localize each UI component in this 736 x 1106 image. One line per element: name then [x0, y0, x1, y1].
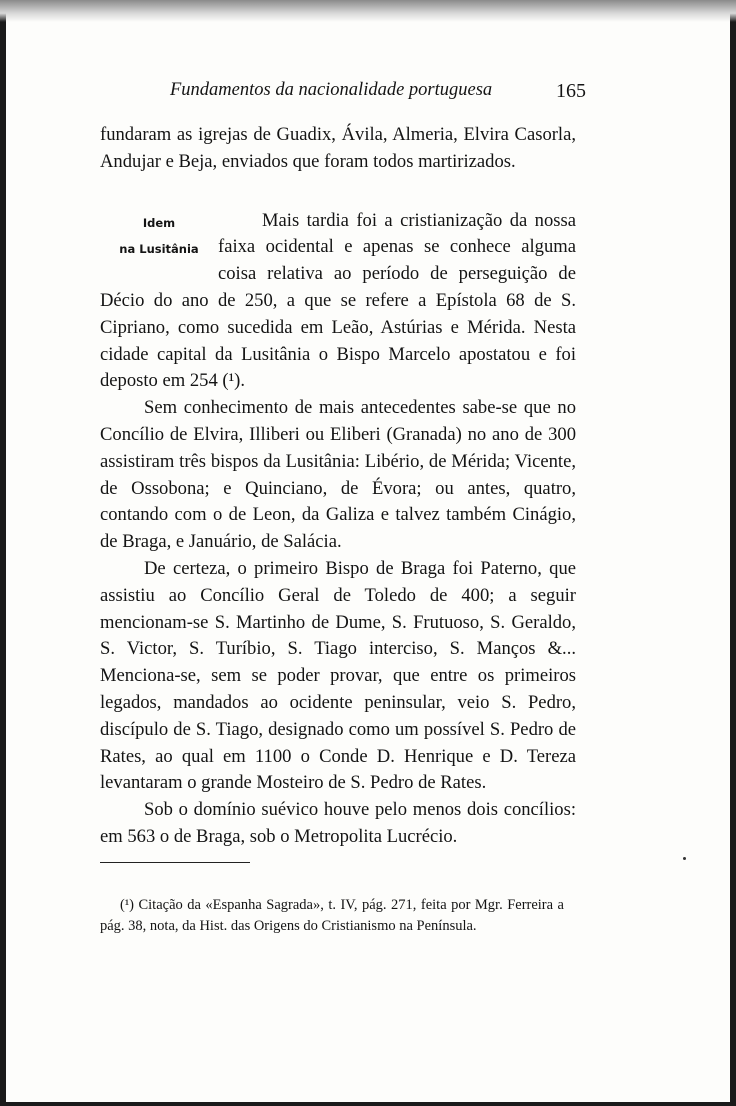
body-text	[100, 122, 576, 851]
scan-shadow	[0, 0, 736, 22]
footnote-divider	[100, 862, 250, 863]
marginal-note	[100, 210, 218, 262]
scan-speck	[683, 857, 686, 860]
paragraph: Mais tardia foi a cristianização da nossa faixa ocidental e apenas se conhece alguma coisa relativa ao período de perseguição de Décio do ano de 250, a que se refere a Epístola 68 de S. Cipriano, como sucedida em Leão, Astúrias e Mérida. Nesta cidade capital da Lusitânia o Bispo Marcelo apostatou e foi deposto em 254 (¹).	[100, 209, 576, 392]
running-title: Fundamentos da nacionalidade portuguesa	[170, 80, 493, 100]
running-head	[170, 80, 586, 110]
paragraph: Sob o domínio suévico houve pelo menos dois concílios: em 563 o de Braga, sob o Metropolita Lucrécio.	[100, 799, 576, 847]
marginal-note-line: na Lusitânia	[119, 241, 199, 256]
paragraph: De certeza, o primeiro Bispo de Braga foi Paterno, que assistiu ao Concílio Geral de Toledo de 400; a seguir mencionam-se S. Martinho de Dume, S. Frutuoso, S. Geraldo, S. Victor, S. Turíbio, S. Tiago interciso, S. Manços &... Menciona-se, sem se poder provar, que entre os primeiros legados, mandados ao ocidente peninsular, veio S. Pedro, discípulo de S. Tiago, designado como um possível S. Pedro de Rates, ao qual em 1100 o Conde D. Henrique e D. Tereza levantaram o grande Mosteiro de S. Pedro de Rates.	[100, 557, 576, 794]
footnote: (¹) Citação da «Espanha Sagrada», t. IV, pág. 271, feita por Mgr. Ferreira a pág. 38, nota, da Hist. das Origens do Cristianismo na Península.	[100, 896, 564, 934]
paragraph: fundaram as igrejas de Guadix, Ávila, Almeria, Elvira Casorla, Andujar e Beja, enviados que foram todos martirizados.	[100, 124, 576, 172]
section-lusitania	[100, 208, 576, 396]
paragraph: Sem conhecimento de mais antecedentes sabe-se que no Concílio de Elvira, Illiberi ou Eliberi (Granada) no ano de 300 assistiram três bispos da Lusitânia: Libério, de Mérida; Vicente, de Ossobona; e Quinciano, de Évora; ou antes, quatro, contando com o de Leon, da Galiza e talvez também Cinágio, de Braga, e Januário, de Salácia.	[100, 397, 576, 553]
page-number: 165	[556, 80, 586, 102]
marginal-note-line: Idem	[142, 215, 176, 230]
